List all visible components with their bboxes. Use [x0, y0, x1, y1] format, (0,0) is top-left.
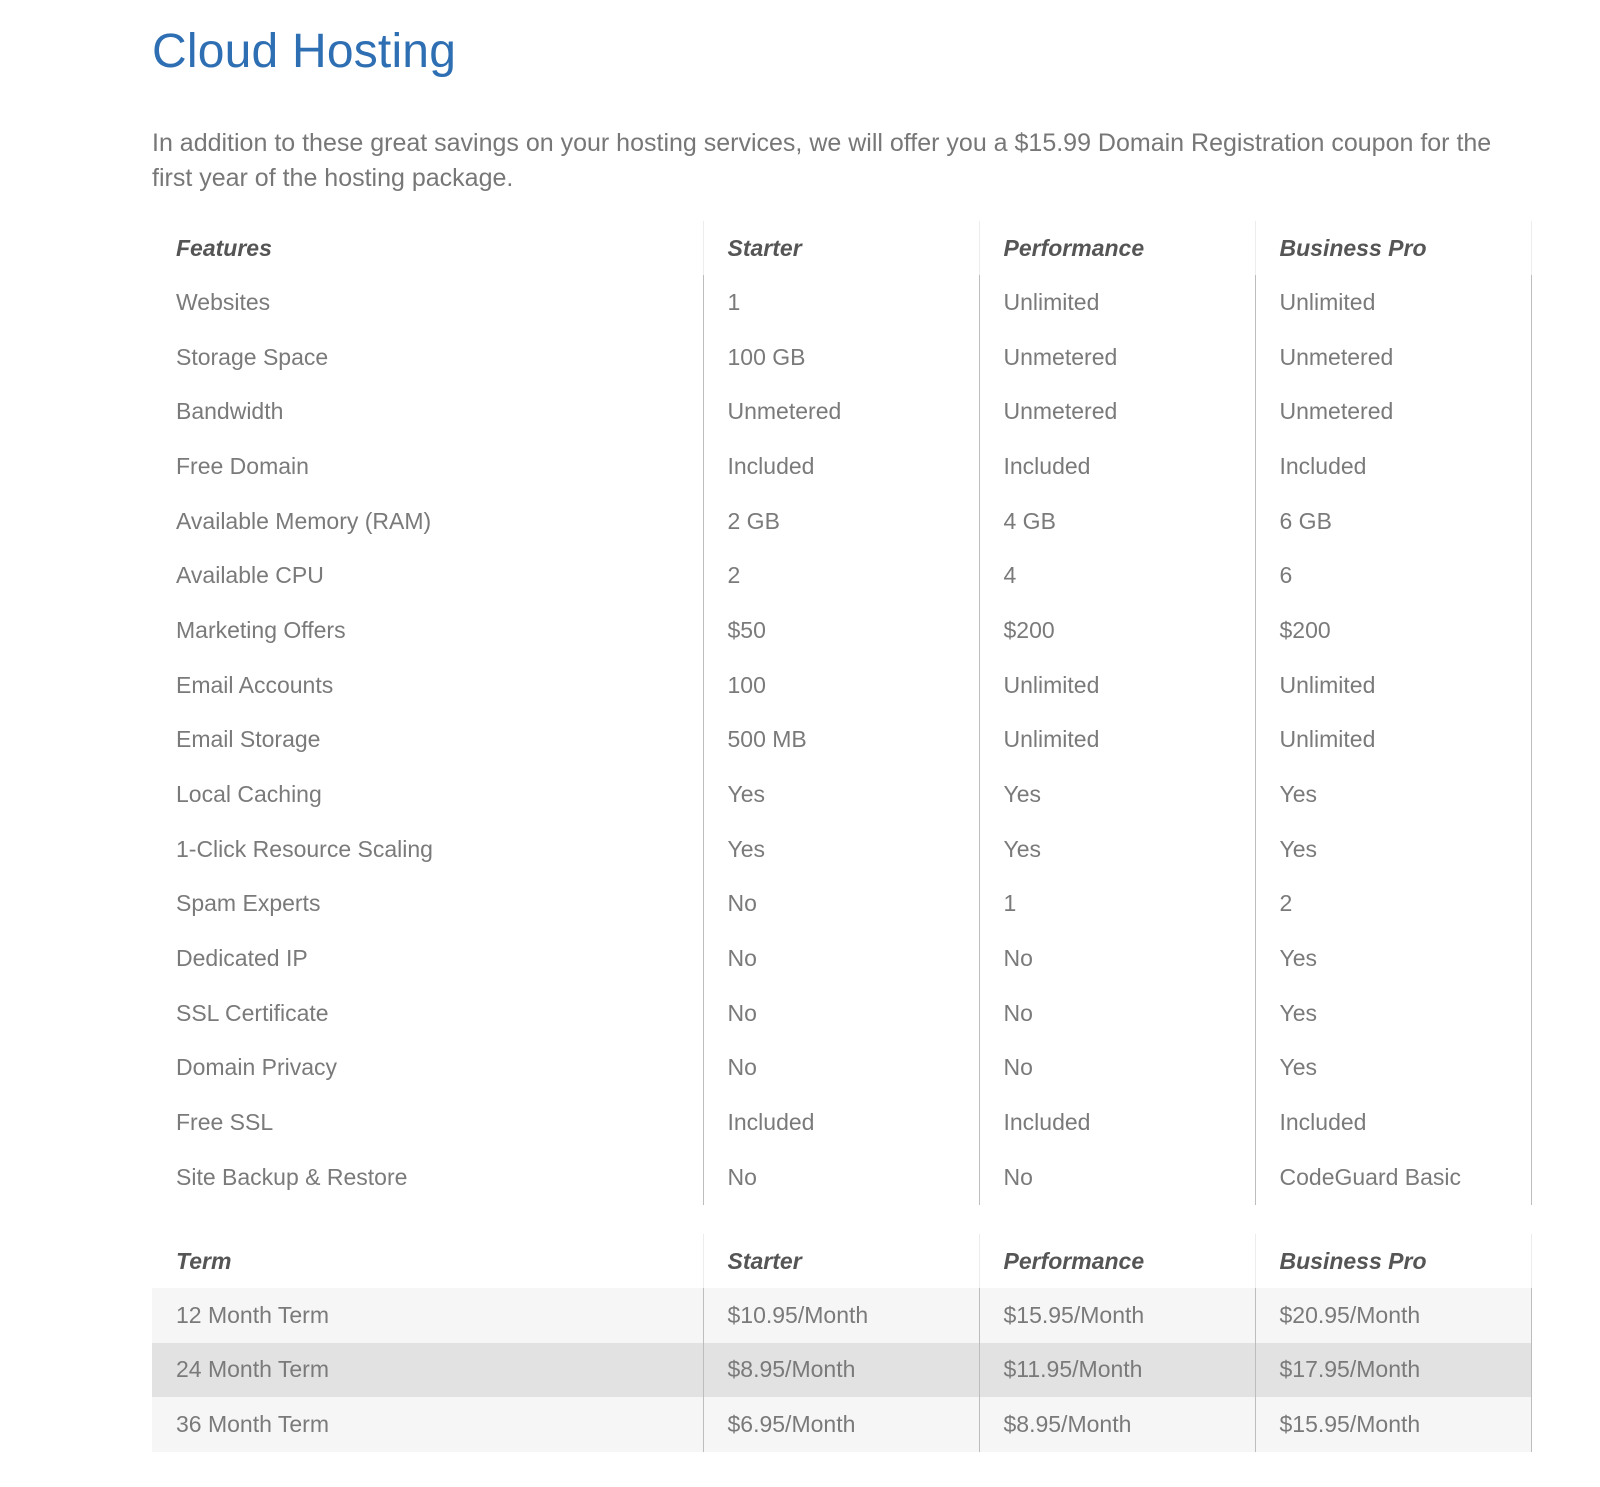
business-pro-value: Included — [1255, 1095, 1531, 1150]
feature-label: Dedicated IP — [176, 945, 308, 972]
business-pro-value: Yes — [1255, 931, 1531, 986]
business-pro-value: $200 — [1255, 603, 1531, 658]
column-header-performance: Performance — [979, 221, 1255, 275]
feature-label: SSL Certificate — [176, 999, 329, 1026]
starter-value: 2 GB — [703, 494, 979, 549]
feature-label: Free SSL — [176, 1109, 274, 1136]
business-pro-value: Unlimited — [1255, 275, 1531, 330]
starter-value: Included — [703, 1095, 979, 1150]
term-label: 24 Month Term — [152, 1343, 703, 1398]
business-pro-value: Yes — [1255, 822, 1531, 877]
column-header-term: Term — [176, 1247, 232, 1274]
business-pro-value: Included — [1255, 439, 1531, 494]
starter-value: 100 — [703, 658, 979, 713]
business-pro-value: Unmetered — [1255, 384, 1531, 439]
starter-value: 100 GB — [703, 330, 979, 385]
performance-value: No — [979, 986, 1255, 1041]
performance-value: Unlimited — [979, 275, 1255, 330]
page-title: Cloud Hosting — [152, 25, 457, 78]
performance-value: Unmetered — [979, 330, 1255, 385]
performance-value: Unlimited — [979, 658, 1255, 713]
performance-value: Unmetered — [979, 384, 1255, 439]
feature-label: Email Storage — [176, 726, 321, 753]
starter-value: No — [703, 931, 979, 986]
table-row — [152, 1343, 1531, 1398]
table-row — [152, 1288, 1531, 1343]
feature-label: Domain Privacy — [176, 1054, 338, 1081]
business-pro-value: 2 — [1255, 877, 1531, 932]
feature-label: Websites — [176, 288, 271, 315]
performance-value: Included — [979, 439, 1255, 494]
table-row — [152, 330, 1531, 385]
business-pro-value: CodeGuard Basic — [1255, 1150, 1531, 1205]
starter-value: 1 — [703, 275, 979, 330]
table-row — [152, 1150, 1531, 1205]
starter-value: Yes — [703, 822, 979, 877]
starter-value: $50 — [703, 603, 979, 658]
table-row — [152, 275, 1531, 330]
term-label: 12 Month Term — [152, 1288, 703, 1343]
feature-label: Email Accounts — [176, 671, 334, 698]
table-row — [152, 767, 1531, 822]
feature-label: Free Domain — [176, 452, 309, 479]
table-row — [152, 494, 1531, 549]
starter-price: $6.95/Month — [703, 1397, 979, 1452]
performance-value: $200 — [979, 603, 1255, 658]
business-pro-value: Unlimited — [1255, 658, 1531, 713]
table-row — [152, 986, 1531, 1041]
column-header-business-pro: Business Pro — [1255, 1234, 1531, 1288]
column-header-business-pro: Business Pro — [1255, 221, 1531, 275]
table-row — [152, 658, 1531, 713]
business-pro-price: $17.95/Month — [1255, 1343, 1531, 1398]
feature-label: Available CPU — [176, 562, 324, 589]
performance-value: Unlimited — [979, 713, 1255, 768]
pricing-terms-table — [152, 1234, 1532, 1452]
business-pro-price: $20.95/Month — [1255, 1288, 1531, 1343]
performance-value: 4 GB — [979, 494, 1255, 549]
feature-label: Available Memory (RAM) — [176, 507, 432, 534]
feature-label: Bandwidth — [176, 398, 284, 425]
starter-value: No — [703, 1041, 979, 1096]
column-header-features: Features — [176, 234, 272, 261]
feature-label: Marketing Offers — [176, 616, 346, 643]
table-row — [152, 1397, 1531, 1452]
performance-value: No — [979, 931, 1255, 986]
business-pro-value: 6 — [1255, 548, 1531, 603]
performance-value: Yes — [979, 767, 1255, 822]
performance-price: $8.95/Month — [979, 1397, 1255, 1452]
features-header-row — [152, 221, 1531, 275]
starter-value: No — [703, 986, 979, 1041]
feature-label: Storage Space — [176, 343, 329, 370]
table-row — [152, 822, 1531, 877]
starter-value: 500 MB — [703, 713, 979, 768]
table-row — [152, 713, 1531, 768]
column-header-starter: Starter — [703, 1234, 979, 1288]
business-pro-value: Unlimited — [1255, 713, 1531, 768]
starter-value: Yes — [703, 767, 979, 822]
business-pro-value: Yes — [1255, 767, 1531, 822]
term-label: 36 Month Term — [152, 1397, 703, 1452]
feature-label: Site Backup & Restore — [176, 1163, 408, 1190]
table-row — [152, 1041, 1531, 1096]
starter-value: Unmetered — [703, 384, 979, 439]
terms-header-row — [152, 1234, 1531, 1288]
business-pro-value: Yes — [1255, 1041, 1531, 1096]
business-pro-price: $15.95/Month — [1255, 1397, 1531, 1452]
table-row — [152, 439, 1531, 494]
performance-value: Yes — [979, 822, 1255, 877]
performance-price: $15.95/Month — [979, 1288, 1255, 1343]
features-table — [152, 221, 1532, 1205]
table-row — [152, 931, 1531, 986]
performance-value: No — [979, 1041, 1255, 1096]
performance-value: Included — [979, 1095, 1255, 1150]
feature-label: Local Caching — [176, 781, 322, 808]
business-pro-value: 6 GB — [1255, 494, 1531, 549]
column-header-performance: Performance — [979, 1234, 1255, 1288]
business-pro-value: Unmetered — [1255, 330, 1531, 385]
feature-label: 1-Click Resource Scaling — [176, 835, 433, 862]
starter-value: No — [703, 1150, 979, 1205]
column-header-starter: Starter — [703, 221, 979, 275]
starter-value: No — [703, 877, 979, 932]
performance-value: 4 — [979, 548, 1255, 603]
table-row — [152, 548, 1531, 603]
table-row — [152, 603, 1531, 658]
table-row — [152, 384, 1531, 439]
starter-value: Included — [703, 439, 979, 494]
feature-label: Spam Experts — [176, 890, 321, 917]
starter-value: 2 — [703, 548, 979, 603]
table-row — [152, 1095, 1531, 1150]
performance-value: 1 — [979, 877, 1255, 932]
performance-price: $11.95/Month — [979, 1343, 1255, 1398]
performance-value: No — [979, 1150, 1255, 1205]
table-row — [152, 877, 1531, 932]
starter-price: $10.95/Month — [703, 1288, 979, 1343]
starter-price: $8.95/Month — [703, 1343, 979, 1398]
business-pro-value: Yes — [1255, 986, 1531, 1041]
intro-paragraph: In addition to these great savings on your hosting services, we will offer you a $15.99 Domain Registration coupon for the first year of the hosting package. — [152, 129, 1492, 192]
